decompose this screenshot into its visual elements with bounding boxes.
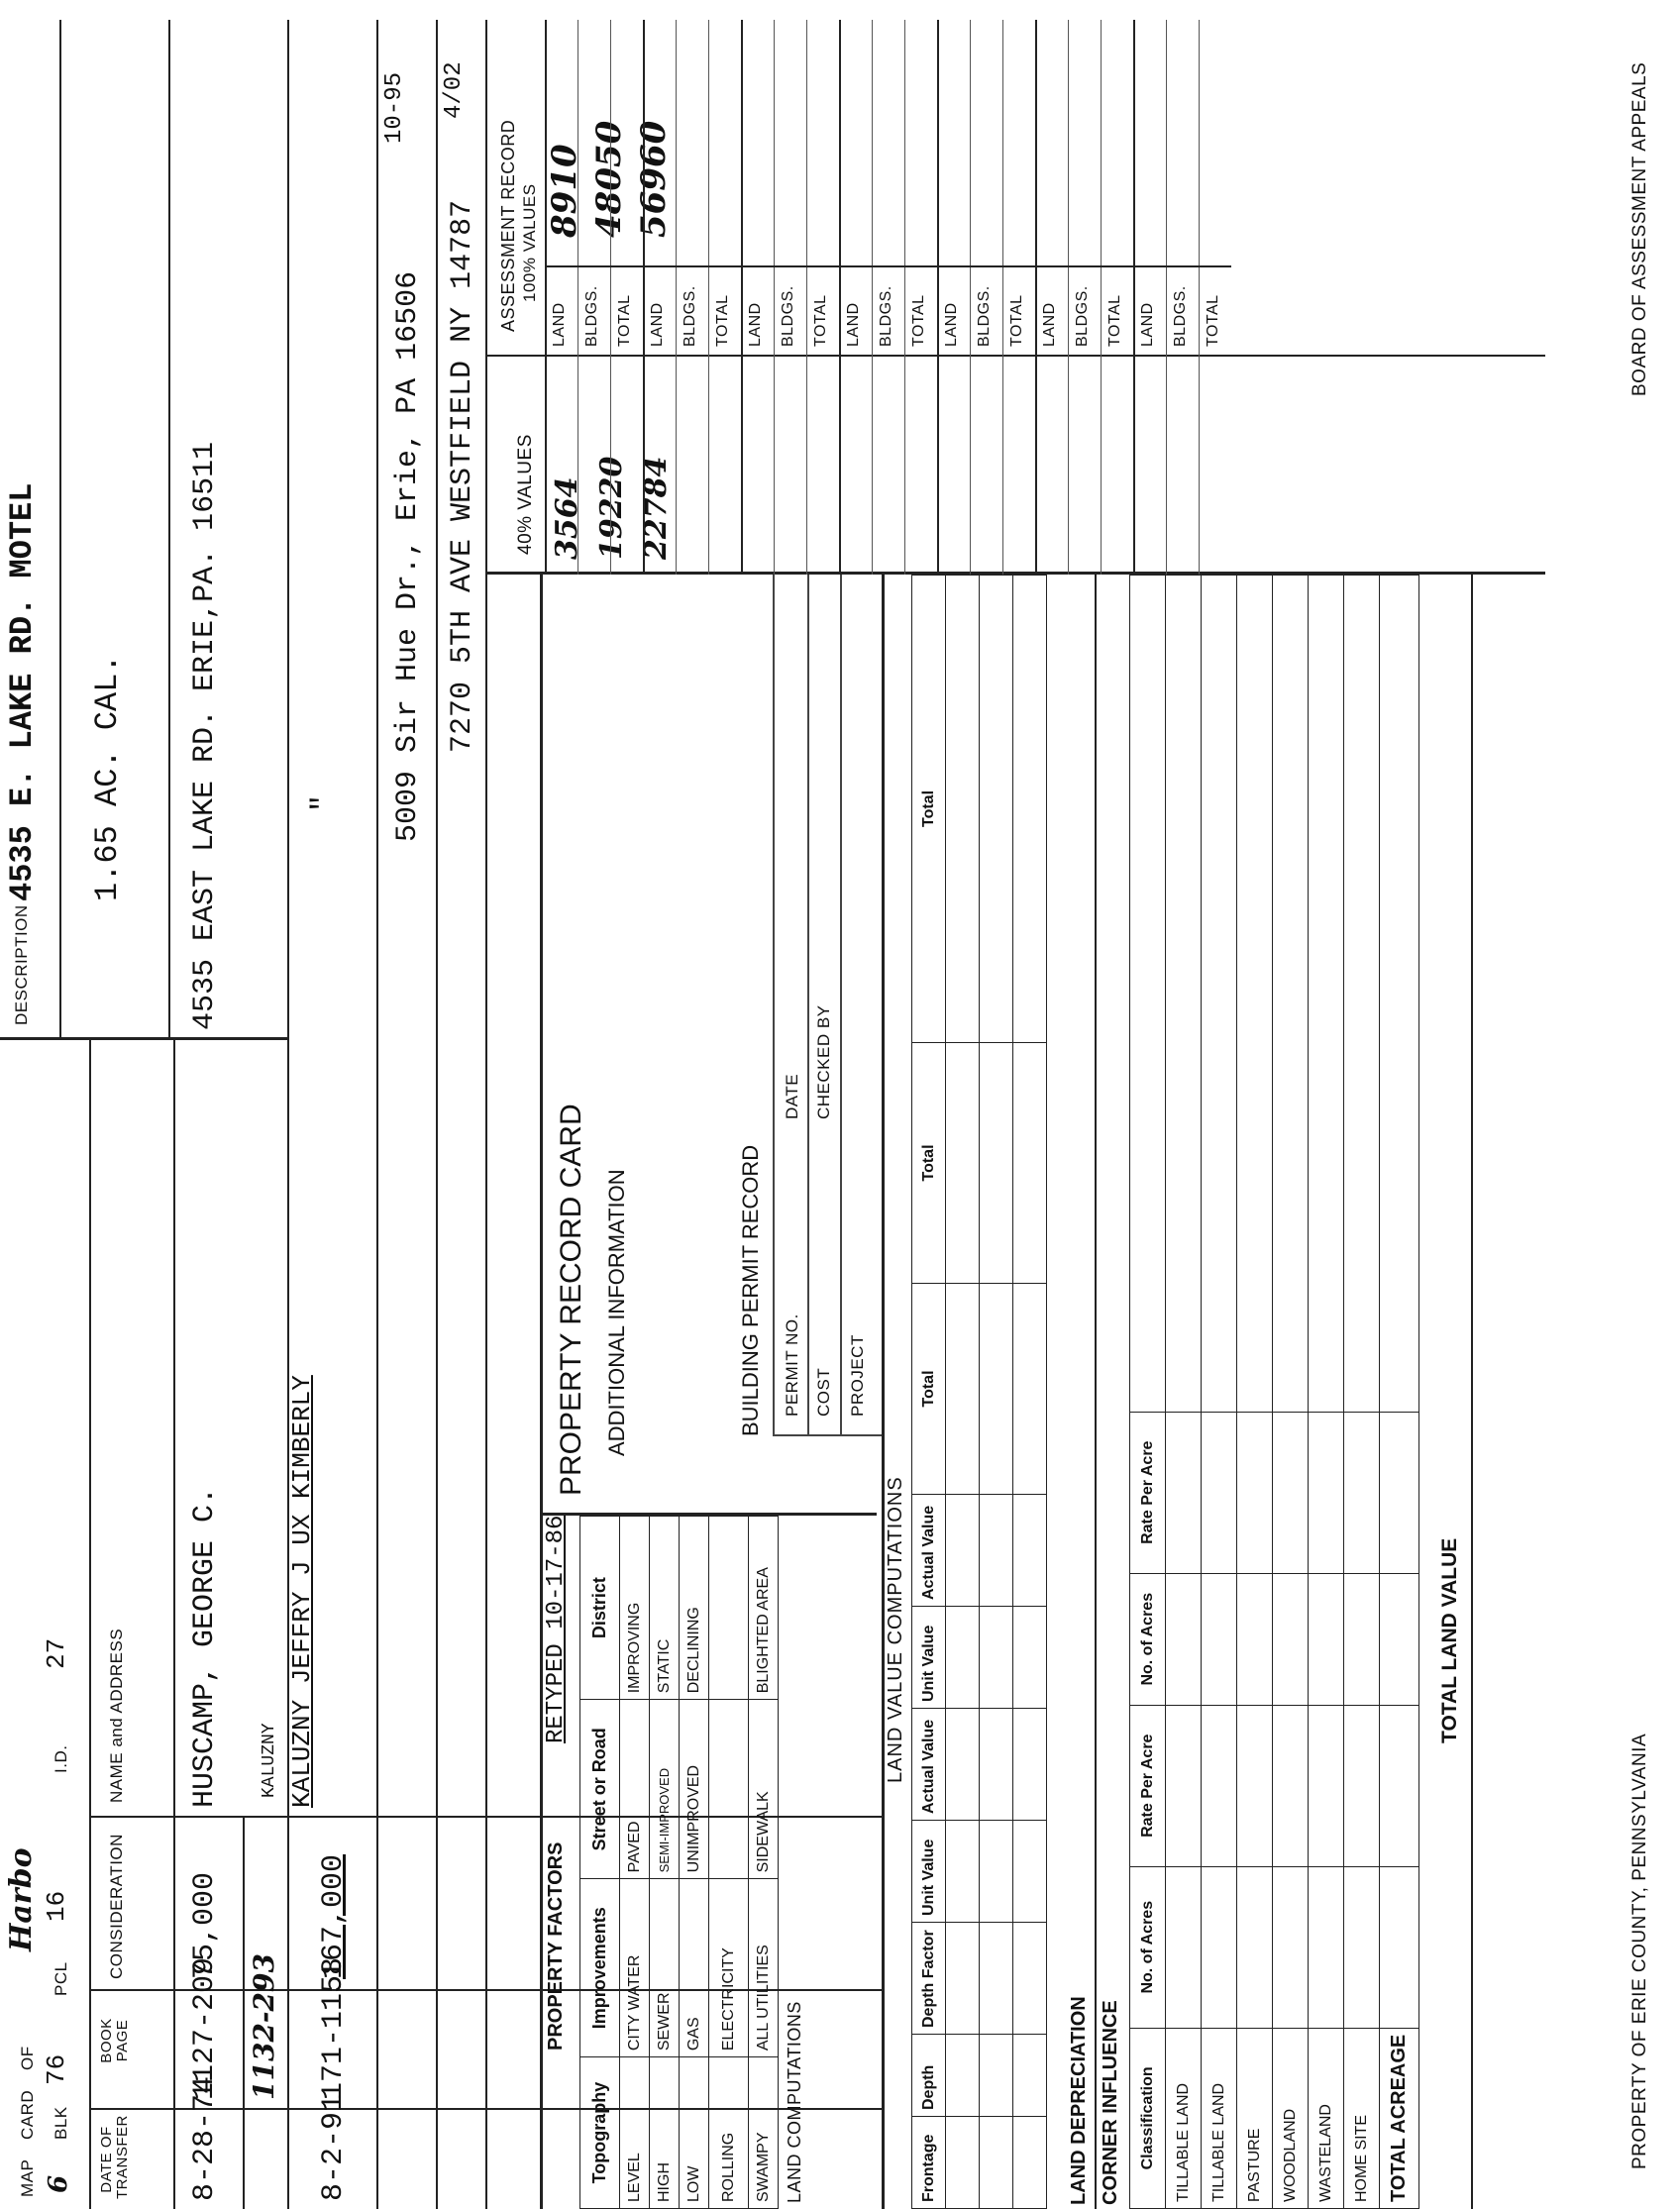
assessment-row-label: TOTAL bbox=[714, 294, 731, 347]
transfer-address-3: " bbox=[307, 793, 341, 812]
assessment-row-label: LAND bbox=[551, 302, 568, 347]
desc-rule-2 bbox=[168, 20, 170, 1040]
factor-cell: SWAMPY bbox=[749, 2057, 779, 2209]
assessment-label-rule bbox=[545, 265, 1231, 267]
assessment-row-rule bbox=[806, 20, 807, 575]
lv-col-total-1: Total bbox=[912, 1284, 946, 1495]
permit-project-label: PROJECT bbox=[848, 1334, 867, 1417]
factor-cell: BLIGHTED AREA bbox=[749, 1517, 779, 1700]
record-left-rule bbox=[540, 1513, 877, 1516]
lv-col-total-2: Total bbox=[912, 1043, 946, 1284]
assessment-row-rule bbox=[708, 20, 709, 575]
permit-rule-1 bbox=[773, 575, 775, 1436]
assessed-40-total: 22784 bbox=[639, 456, 674, 560]
total-acreage-label: TOTAL ACREAGE bbox=[1380, 2028, 1419, 2208]
transfer-date-1: 8-28-74 bbox=[188, 2075, 222, 2201]
values-40-label: 40% VALUES bbox=[515, 434, 536, 555]
classification-table bbox=[1129, 575, 1419, 2209]
assessment-row-rule bbox=[545, 20, 547, 575]
assessment-row-label: BLDGS. bbox=[1074, 285, 1091, 347]
depreciation-rule bbox=[1095, 575, 1097, 2209]
assessment-row-rule bbox=[839, 20, 841, 575]
desc-rule-1 bbox=[59, 20, 61, 1040]
description-line2: 1.65 AC. CAL. bbox=[89, 654, 126, 901]
id-label: I.D. bbox=[52, 1744, 70, 1773]
assessment-row-rule bbox=[1035, 20, 1037, 575]
land-value-top-rule bbox=[882, 575, 885, 2209]
transfer-name-1: HUSCAMP, GEORGE C. bbox=[188, 1486, 222, 1808]
row-rule-4 bbox=[376, 20, 378, 2209]
permit-date-label: DATE bbox=[783, 1073, 801, 1119]
transfer-name-correction: KALUZNY bbox=[260, 1723, 279, 1798]
description-line1: 4535 E. LAKE RD. MOTEL bbox=[4, 482, 41, 901]
factor-cell: SIDEWALK bbox=[749, 1700, 779, 1879]
permit-left-rule bbox=[773, 1434, 882, 1436]
factor-cell: LEVEL bbox=[620, 2057, 650, 2209]
assessment-row-label: LAND bbox=[649, 302, 666, 347]
lv-col-frontage: Frontage bbox=[912, 2117, 946, 2209]
factor-cell: UNIMPROVED bbox=[680, 1700, 709, 1879]
transfer-date-3: 8-2-91 bbox=[317, 2093, 351, 2201]
assessment-row-label: LAND bbox=[1139, 302, 1156, 347]
row-rule-2 bbox=[243, 1818, 245, 2209]
transfer-name-3: KALUZNY JEFFRY J UX KIMBERLY bbox=[287, 1375, 317, 1808]
class-row: HOME SITE bbox=[1344, 2028, 1380, 2208]
assessed-100-total: 56960 bbox=[634, 120, 674, 238]
class-col-acres: No. of Acres bbox=[1130, 1866, 1166, 2028]
property-factors-title: PROPERTY FACTORS bbox=[545, 1841, 567, 2051]
land-computations-label: LAND COMPUTATIONS bbox=[785, 2001, 804, 2203]
blk-label: BLK bbox=[52, 2106, 70, 2140]
assessment-row-rule bbox=[676, 20, 677, 575]
blk-value: 76 bbox=[42, 2053, 71, 2085]
factor-cell: CITY WATER bbox=[620, 1879, 650, 2057]
factor-cell: DECLINING bbox=[680, 1517, 709, 1700]
transfer-note-5: 4/02 bbox=[441, 61, 468, 119]
transfer-book-2: 1132-293 bbox=[248, 1953, 280, 2100]
assessment-row-label: TOTAL bbox=[616, 294, 633, 347]
assessment-row-rule bbox=[741, 20, 743, 575]
values-100-label: 100% VALUES bbox=[520, 183, 539, 302]
assessment-row-rule bbox=[1133, 20, 1135, 575]
row-rule-5 bbox=[436, 20, 438, 2209]
transfer-consideration-1: 75,000 bbox=[188, 1871, 222, 1979]
land-depreciation-label: LAND DEPRECIATION bbox=[1068, 1996, 1090, 2205]
transfer-consideration-3: 167,000 bbox=[317, 1853, 351, 1979]
footer-board: BOARD OF ASSESSMENT APPEALS bbox=[1629, 61, 1650, 396]
lv-col-depth: Depth bbox=[912, 2035, 946, 2117]
transfer-note-4: 10-95 bbox=[381, 71, 408, 144]
factor-col-street: Street or Road bbox=[580, 1700, 620, 1879]
assessment-row-rule bbox=[970, 20, 971, 575]
permit-cost-label: COST bbox=[814, 1367, 833, 1417]
factor-cell: SEMI-IMPROVED bbox=[650, 1700, 680, 1879]
land-value-table bbox=[911, 575, 1047, 2209]
assessed-40-bldgs: 19220 bbox=[594, 456, 629, 560]
class-col-acres-2: No. of Acres bbox=[1130, 1573, 1166, 1705]
land-value-title: LAND VALUE COMPUTATIONS bbox=[885, 1476, 906, 1783]
card-label: CARD bbox=[18, 2089, 37, 2140]
class-row: WOODLAND bbox=[1273, 2028, 1309, 2208]
assessment-row-rule bbox=[1068, 20, 1069, 575]
lv-col-actual-value: Actual Value bbox=[912, 1709, 946, 1821]
row-rule-6 bbox=[485, 20, 487, 2209]
factor-cell: ELECTRICITY bbox=[709, 1879, 749, 2057]
assessment-row-label: TOTAL bbox=[812, 294, 829, 347]
map-value: 6 bbox=[44, 2174, 73, 2193]
class-col-rate: Rate Per Acre bbox=[1130, 1705, 1166, 1866]
assessment-row-label: LAND bbox=[845, 302, 862, 347]
assessment-row-label: TOTAL bbox=[1205, 294, 1221, 347]
transfer-address-4: 5009 Sir Hue Dr., Erie, PA 16506 bbox=[391, 270, 425, 842]
lv-col-total-3: Total bbox=[912, 576, 946, 1043]
assessment-row-rule bbox=[937, 20, 939, 575]
lv-col-actual-value-2: Actual Value bbox=[912, 1495, 946, 1607]
class-row: WASTELAND bbox=[1309, 2028, 1344, 2208]
book-page-header: BOOK PAGE bbox=[98, 2018, 131, 2063]
id-value: 27 bbox=[42, 1637, 71, 1669]
assessment-row-rule bbox=[774, 20, 775, 575]
factor-cell: PAVED bbox=[620, 1700, 650, 1879]
assessment-row-label: BLDGS. bbox=[780, 285, 796, 347]
permit-rule-2 bbox=[807, 575, 809, 1436]
factor-cell bbox=[709, 1517, 749, 1700]
factor-cell bbox=[709, 1700, 749, 1879]
class-row: TILLABLE LAND bbox=[1166, 2028, 1202, 2208]
assessment-row-rule bbox=[1199, 20, 1200, 575]
assessment-row-label: LAND bbox=[747, 302, 764, 347]
building-permit-title: BUILDING PERMIT RECORD bbox=[738, 1144, 763, 1436]
date-of-transfer-header: DATE OF TRANSFER bbox=[98, 2115, 131, 2199]
class-col-classification: Classification bbox=[1130, 2028, 1166, 2208]
additional-info-label: ADDITIONAL INFORMATION bbox=[604, 1169, 629, 1456]
total-land-value-label: TOTAL LAND VALUE bbox=[1438, 1537, 1461, 1743]
lv-col-unit-value-2: Unit Value bbox=[912, 1607, 946, 1709]
assessment-row-label: BLDGS. bbox=[1172, 285, 1189, 347]
description-label: DESCRIPTION bbox=[12, 904, 31, 1025]
assessment-row-rule bbox=[1166, 20, 1167, 575]
assessment-row-label: BLDGS. bbox=[583, 285, 600, 347]
assessment-row-rule bbox=[1002, 20, 1003, 575]
assessment-row-label: TOTAL bbox=[1008, 294, 1025, 347]
factor-cell: ALL UTILITIES bbox=[749, 1879, 779, 2057]
pcl-label: PCL bbox=[52, 1961, 70, 1996]
pcl-value: 16 bbox=[42, 1890, 71, 1922]
factors-top-rule bbox=[540, 575, 543, 2209]
record-card-title: PROPERTY RECORD CARD bbox=[555, 1104, 587, 1496]
class-row: PASTURE bbox=[1237, 2028, 1273, 2208]
lv-col-depth-factor: Depth Factor bbox=[912, 1923, 946, 2035]
assessed-100-land: 8910 bbox=[545, 144, 584, 238]
name-address-header: NAME and ADDRESS bbox=[107, 1628, 126, 1803]
row-rule-1 bbox=[173, 1040, 175, 2209]
desc-left-rule bbox=[0, 1037, 287, 1040]
factor-cell: SEWER bbox=[650, 1879, 680, 2057]
consideration-header: CONSIDERATION bbox=[107, 1834, 126, 1979]
logo-mark: Harbo bbox=[4, 1847, 39, 1951]
factor-col-topography: Topography bbox=[580, 2057, 620, 2209]
assessment-row-label: LAND bbox=[943, 302, 960, 347]
assessment-row-rule bbox=[872, 20, 873, 575]
factor-cell: ROLLING bbox=[709, 2057, 749, 2209]
factor-cell: IMPROVING bbox=[620, 1517, 650, 1700]
factor-cell: STATIC bbox=[650, 1517, 680, 1700]
factor-cell: GAS bbox=[680, 1879, 709, 2057]
assessment-row-rule bbox=[643, 20, 645, 575]
header-rule bbox=[89, 1040, 91, 2209]
assessment-record-label: ASSESSMENT RECORD bbox=[498, 119, 518, 332]
permit-rule-3 bbox=[840, 575, 842, 1436]
assessment-row-label: LAND bbox=[1041, 302, 1058, 347]
row-rule-3 bbox=[287, 20, 289, 2209]
permit-checked-label: CHECKED BY bbox=[814, 1004, 833, 1119]
total-land-value-rule bbox=[1471, 575, 1473, 2209]
transfer-address-1: 4535 EAST LAKE RD. ERIE,PA. 16511 bbox=[188, 441, 222, 1030]
assessment-row-label: BLDGS. bbox=[878, 285, 894, 347]
assessment-row-label: BLDGS. bbox=[682, 285, 698, 347]
factor-col-district: District bbox=[580, 1517, 620, 1700]
transfer-address-5: 7270 5TH AVE WESTFIELD NY 14787 bbox=[446, 199, 479, 753]
transfer-book-1: 1127-209 bbox=[188, 1956, 222, 2100]
class-col-rate-2: Rate Per Acre bbox=[1130, 1412, 1166, 1573]
map-label: MAP bbox=[18, 2158, 37, 2197]
assessment-row-label: TOTAL bbox=[1106, 294, 1123, 347]
assessed-40-land: 3564 bbox=[550, 476, 584, 560]
factor-cell: HIGH bbox=[650, 2057, 680, 2209]
factor-cell: LOW bbox=[680, 2057, 709, 2209]
class-row: TILLABLE LAND bbox=[1202, 2028, 1237, 2208]
assessment-row-label: BLDGS. bbox=[976, 285, 993, 347]
assessed-100-bldgs: 48050 bbox=[589, 120, 629, 238]
transfer-book-3: 171-1158 bbox=[317, 1956, 351, 2100]
property-factors-table bbox=[579, 1516, 779, 2209]
of-label: OF bbox=[18, 2046, 37, 2070]
corner-influence-label: CORNER INFLUENCE bbox=[1100, 2000, 1121, 2205]
permit-no-label: PERMIT NO. bbox=[783, 1314, 801, 1417]
assessment-row-rule bbox=[1101, 20, 1102, 575]
retyped-note: RETYPED 10-17-86 bbox=[543, 1515, 570, 1743]
footer-owner: PROPERTY OF ERIE COUNTY, PENNSYLVANIA bbox=[1629, 1733, 1650, 2169]
lv-col-unit-value: Unit Value bbox=[912, 1821, 946, 1923]
assessment-row-rule bbox=[610, 20, 611, 575]
assessment-row-rule bbox=[904, 20, 905, 575]
factor-col-improvements: Improvements bbox=[580, 1879, 620, 2057]
assessment-row-label: TOTAL bbox=[910, 294, 927, 347]
